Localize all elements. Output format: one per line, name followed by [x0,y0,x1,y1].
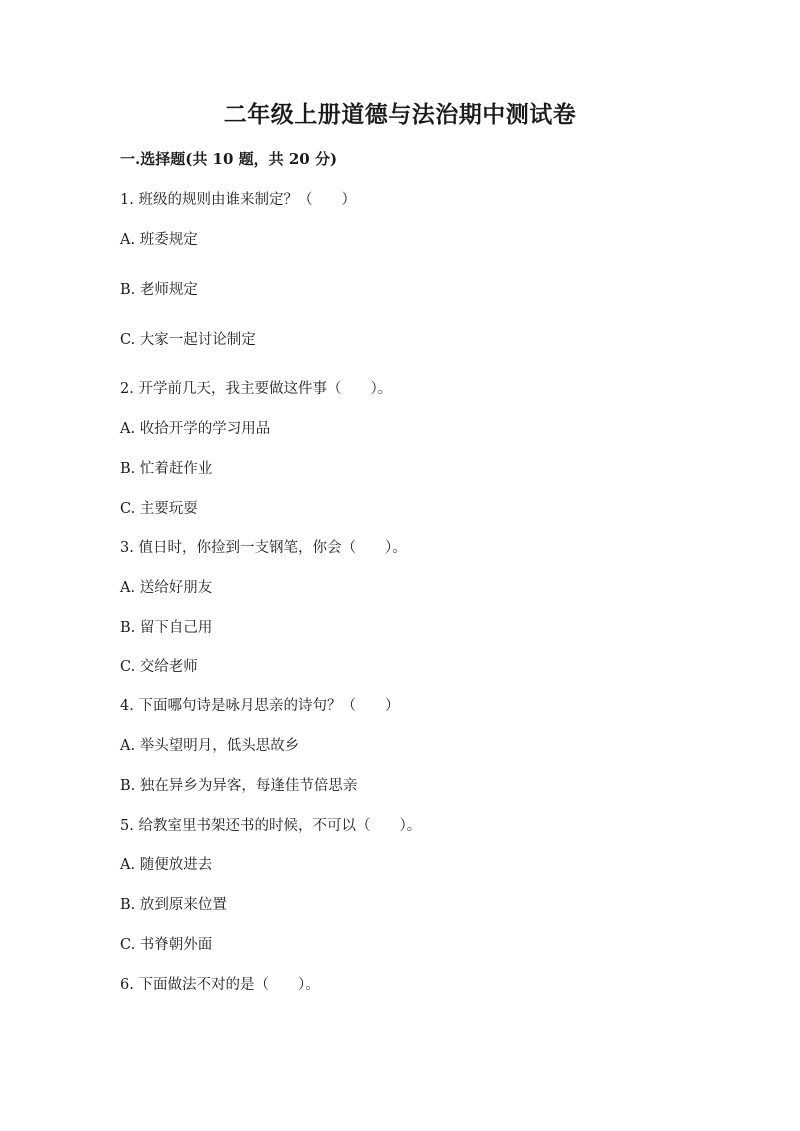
question-2-option-a: A. 收拾开学的学习用品 [120,421,271,437]
question-3-option-a: A. 送给好朋友 [120,580,213,596]
question-2-stem: 2. 开学前几天，我主要做这件事（ ）。 [120,381,393,397]
question-3-option-b: B. 留下自己用 [120,620,213,636]
question-2-option-b: B. 忙着赶作业 [120,461,213,477]
question-1-option-c: C. 大家一起讨论制定 [120,332,256,348]
question-6-stem: 6. 下面做法不对的是（ ）。 [120,977,320,993]
exam-title: 二年级上册道德与法治期中测试卷 [223,101,577,128]
question-4-option-a: A. 举头望明月，低头思故乡 [120,738,300,754]
question-5-option-b: B. 放到原来位置 [120,897,227,913]
question-2-option-c: C. 主要玩耍 [120,501,198,517]
question-1-stem: 1. 班级的规则由谁来制定？（ ） [120,192,356,208]
question-1-option-b: B. 老师规定 [120,282,198,298]
question-5-option-a: A. 随便放进去 [120,857,213,873]
question-5-option-c: C. 书脊朝外面 [120,937,213,953]
question-3-option-c: C. 交给老师 [120,659,198,675]
question-4-stem: 4. 下面哪句诗是咏月思亲的诗句？（ ） [120,698,400,714]
section-heading: 一.选择题(共 10 题，共 20 分) [120,150,338,168]
question-5-stem: 5. 给教室里书架还书的时候，不可以（ ）。 [120,818,422,834]
question-3-stem: 3. 值日时，你捡到一支钢笔，你会（ ）。 [120,540,407,556]
question-4-option-b: B. 独在异乡为异客，每逢佳节倍思亲 [120,778,358,794]
question-1-option-a: A. 班委规定 [120,232,198,248]
